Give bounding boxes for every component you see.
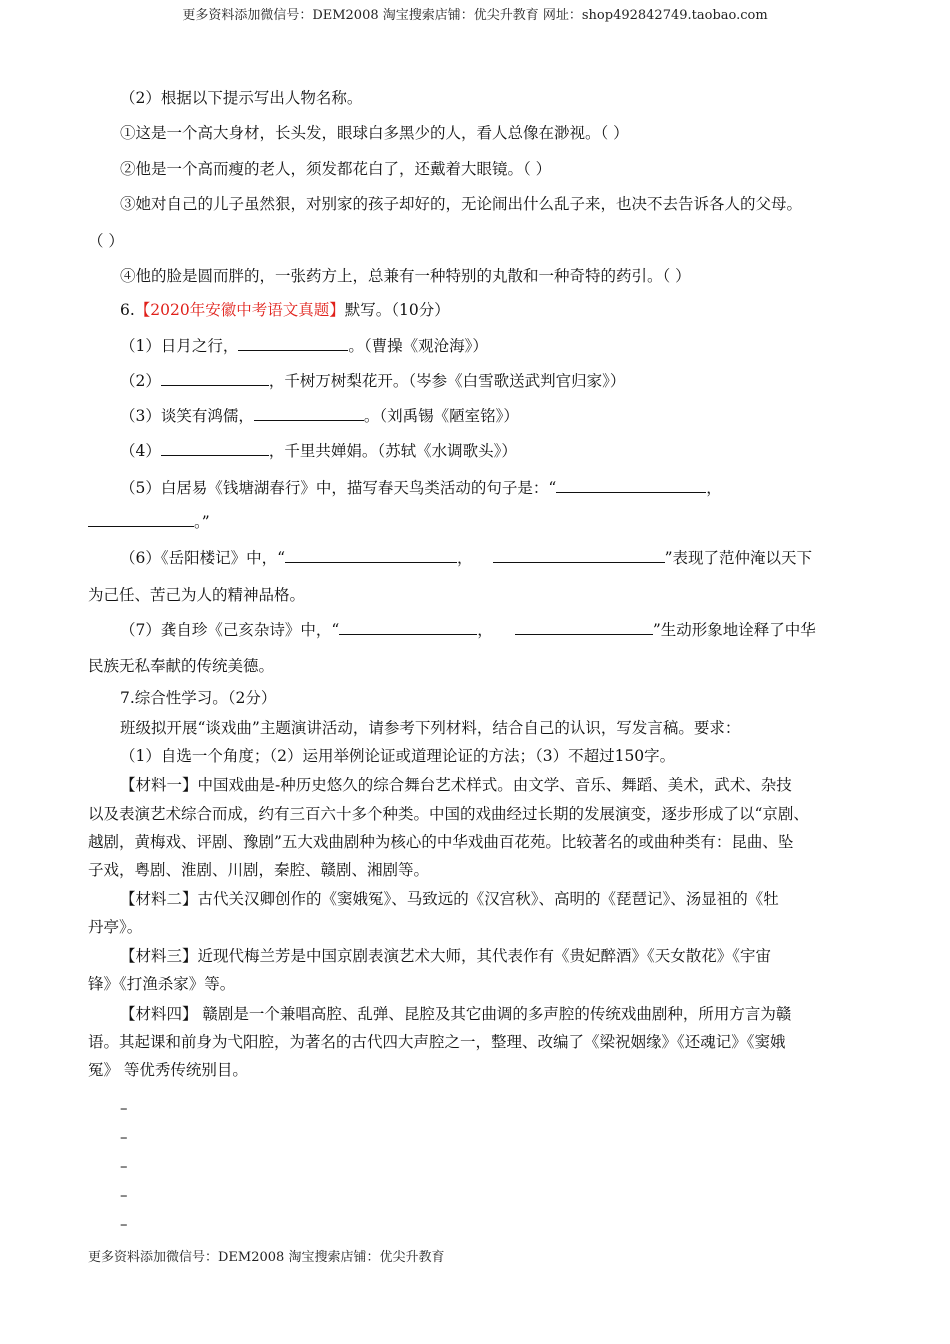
answer-blank[interactable]: [285, 548, 457, 563]
material-2-line-2: 丹亭》。: [88, 918, 143, 936]
page-footer: 更多资料添加微信号：DEM2008 淘宝搜索店铺：优尖升教育: [88, 1250, 445, 1265]
answer-blank[interactable]: [88, 512, 194, 527]
q6-line-7: [120, 620, 816, 640]
answer-line-marker: –: [120, 1186, 128, 1204]
material-2-line-1: 【材料二】古代关汉卿创作的《窦娥冤》、马致远的《汉宫秋》、高明的《琵琶记》、汤显祖的《牡: [120, 890, 779, 908]
q6-line-3-source: 。（刘禹锡《陋室铭》）: [363, 407, 519, 425]
answer-blank[interactable]: [254, 406, 364, 421]
q6-line-6-comma: ，: [457, 549, 473, 567]
q6-line-2-num: （2）: [120, 372, 161, 390]
answer-line-marker: –: [120, 1128, 128, 1146]
q6-line-4-num: （4）: [120, 442, 161, 460]
q6-line-5-cont: [88, 512, 210, 532]
page-header: 更多资料添加微信号：DEM2008 淘宝搜索店铺：优尖升教育 网址：shop492842749.taobao.com: [182, 8, 768, 23]
answer-line-marker: –: [120, 1157, 128, 1175]
answer-blank[interactable]: [556, 478, 706, 493]
q7-requirements: （1）自选一个角度；（2）运用举例论证或道理论证的方法；（3）不超过150字。: [120, 747, 676, 765]
q6-line-4: [120, 441, 517, 461]
material-4-line-2: 语。其起课和前身为弋阳腔，为著名的古代四大声腔之一，整理、改编了《梁祝姻缘》《还魂记》《窦娥: [88, 1033, 786, 1051]
q6-line-6: [120, 548, 812, 568]
q7-title: 7.综合性学习。（2分）: [120, 689, 277, 707]
answer-line-marker: –: [120, 1215, 128, 1233]
q6-line-1: [120, 336, 488, 356]
material-1-line-1: 【材料一】中国戏曲是-种历史悠久的综合舞台艺术样式。由文学、音乐、舞蹈、美术，武术、杂技: [120, 776, 792, 794]
answer-blank[interactable]: [493, 548, 665, 563]
q5-2-item-1: ①这是一个高大身材，长头发，眼球白多黑少的人，看人总像在渺视。（ ）: [120, 124, 629, 142]
q6-line-3-text: （3）谈笑有鸿儒，: [120, 407, 254, 425]
q6-line-4-text: ，千里共婵娟。（苏轼《水调歌头》）: [268, 442, 517, 460]
q6-line-7-rest: ”生动形象地诠释了中华: [652, 621, 816, 639]
material-1-line-2: 以及表演艺术综合而成，约有三百六十多个种类。中国的戏曲经过长期的发展演变，逐步形成了以“京剧、: [88, 805, 809, 823]
q6-number: 6.: [120, 301, 135, 319]
q6-line-7-cont: 民族无私奉献的传统美德。: [88, 657, 275, 675]
q6-line-6-text: （6）《岳阳楼记》中，“: [120, 549, 286, 567]
answer-blank[interactable]: [161, 441, 269, 456]
answer-line-marker: –: [120, 1099, 128, 1117]
q6-line-1-text: （1）日月之行，: [120, 337, 239, 355]
q6-line-3: [120, 406, 519, 426]
q6-title-rest: 默写。（10分）: [344, 301, 450, 319]
answer-blank[interactable]: [515, 620, 653, 635]
q6-line-6-rest: ”表现了范仲淹以天下: [664, 549, 812, 567]
q6-line-1-source: 。（曹操《观沧海》）: [348, 337, 488, 355]
q6-line-5-end: 。”: [194, 513, 210, 531]
material-1-line-4: 子戏，粤剧、淮剧、川剧，秦腔、赣剧、湘剧等。: [88, 861, 430, 879]
q6-source-tag: 【2020年安徽中考语文真题】: [134, 301, 345, 319]
q5-2-item-3: ③她对自己的儿子虽然狠，对别家的孩子却好的，无论闹出什么乱子来，也决不去告诉各人的父母。: [120, 195, 803, 213]
q5-2-item-2: ②他是一个高而瘦的老人，须发都花白了，还戴着大眼镜。（ ）: [120, 160, 552, 178]
q6-line-7-comma: ，: [477, 621, 493, 639]
answer-blank[interactable]: [238, 336, 348, 351]
q5-2-intro: （2）根据以下提示写出人物名称。: [120, 89, 363, 107]
q6-line-5-comma: ，: [706, 479, 722, 497]
q6-line-6-cont: 为己任、苦己为人的精神品格。: [88, 586, 306, 604]
q6-line-7-text: （7）龚自珍《己亥杂诗》中，“: [120, 621, 340, 639]
q5-2-item-4: ④他的脸是圆而胖的，一张药方上，总兼有一种特别的丸散和一种奇特的药引。（ ）: [120, 267, 691, 285]
q6-line-5-text: （5）白居易《钱塘湖春行》中，描写春天鸟类活动的句子是：“: [120, 479, 557, 497]
q6-line-5: [120, 478, 722, 498]
material-4-line-3: 冤》 等优秀传统别目。: [88, 1061, 248, 1079]
material-3-line-2: 锋》《打渔杀家》等。: [88, 975, 236, 993]
material-4-line-1: 【材料四】 赣剧是一个兼唱高腔、乱弹、昆腔及其它曲调的多声腔的传统戏曲剧种，所用方言为赣: [120, 1005, 792, 1023]
q6-line-2-text: ，千树万树梨花开。（岑参《白雪歌送武判官归家》）: [268, 372, 626, 390]
material-3-line-1: 【材料三】近现代梅兰芳是中国京剧表演艺术大师，其代表作有《贵妃醉酒》《天女散花》《宇宙: [120, 947, 772, 965]
material-1-line-3: 越剧，黄梅戏、评剧、豫剧”五大戏曲剧种为核心的中华戏曲百花苑。比较著名的或曲种类有：昆曲、坠: [88, 833, 794, 851]
q5-2-item-3-answer: （ ）: [88, 232, 124, 250]
answer-blank[interactable]: [161, 371, 269, 386]
q7-intro: 班级拟开展“谈戏曲”主题演讲活动，请参考下列材料，结合自己的认识，写发言稿。要求：: [120, 719, 741, 737]
q6-title: [120, 300, 450, 320]
answer-blank[interactable]: [339, 620, 477, 635]
q6-line-2: [120, 371, 625, 391]
